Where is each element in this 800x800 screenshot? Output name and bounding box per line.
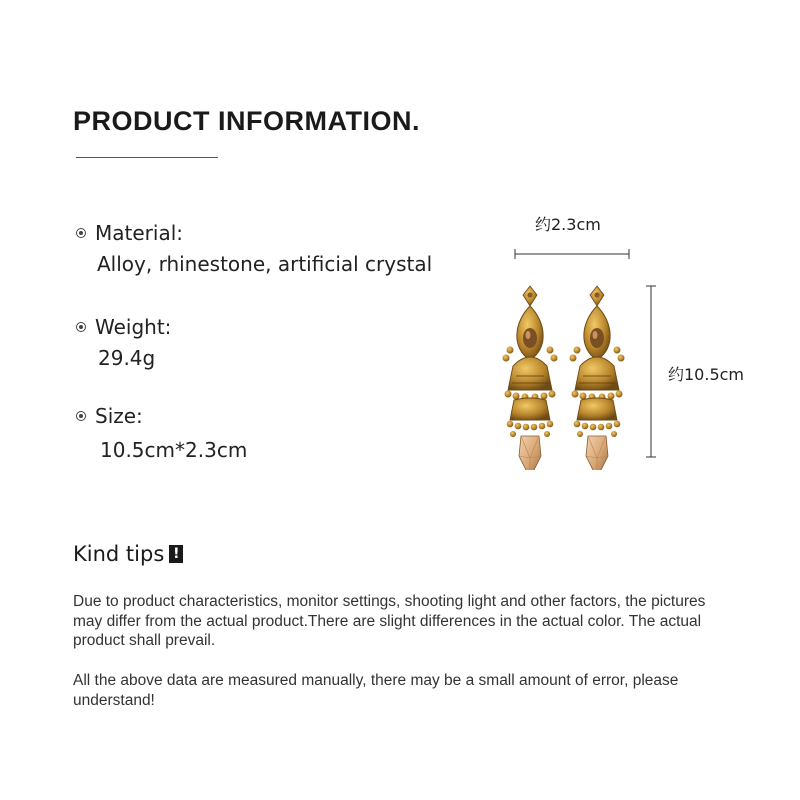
weight-label: Weight:	[95, 315, 172, 339]
material-label: Material:	[95, 221, 183, 245]
height-dimension-label: 约10.5cm	[668, 365, 745, 384]
weight-value: 29.4g	[98, 346, 156, 370]
material-value: Alloy, rhinestone, artificial crystal	[97, 252, 433, 276]
size-label: Size:	[95, 404, 143, 428]
page-title: PRODUCT INFORMATION.	[73, 106, 420, 136]
kind-tips-heading	[73, 542, 183, 566]
tips-paragraph-2: All the above data are measured manually, there may be a small amount of error, please understand!	[73, 672, 679, 709]
bullet-icon	[76, 411, 86, 421]
title-underline	[76, 157, 218, 158]
earrings-product-image	[490, 240, 670, 470]
spec-size	[76, 403, 247, 462]
size-value: 10.5cm*2.3cm	[100, 438, 248, 462]
spec-material	[76, 220, 432, 276]
bullet-icon	[76, 322, 86, 332]
spec-weight	[76, 314, 171, 370]
width-dimension-label: 约2.3cm	[535, 215, 601, 234]
kind-tips-title: Kind tips	[73, 542, 165, 566]
tips-paragraph-1: Due to product characteristics, monitor settings, shooting light and other factors, the pictures may differ from the actual product.There are slight differences in the actual color. The actual product shall prevail.	[73, 593, 706, 649]
exclamation-icon: !	[169, 545, 183, 563]
bullet-icon	[76, 228, 86, 238]
